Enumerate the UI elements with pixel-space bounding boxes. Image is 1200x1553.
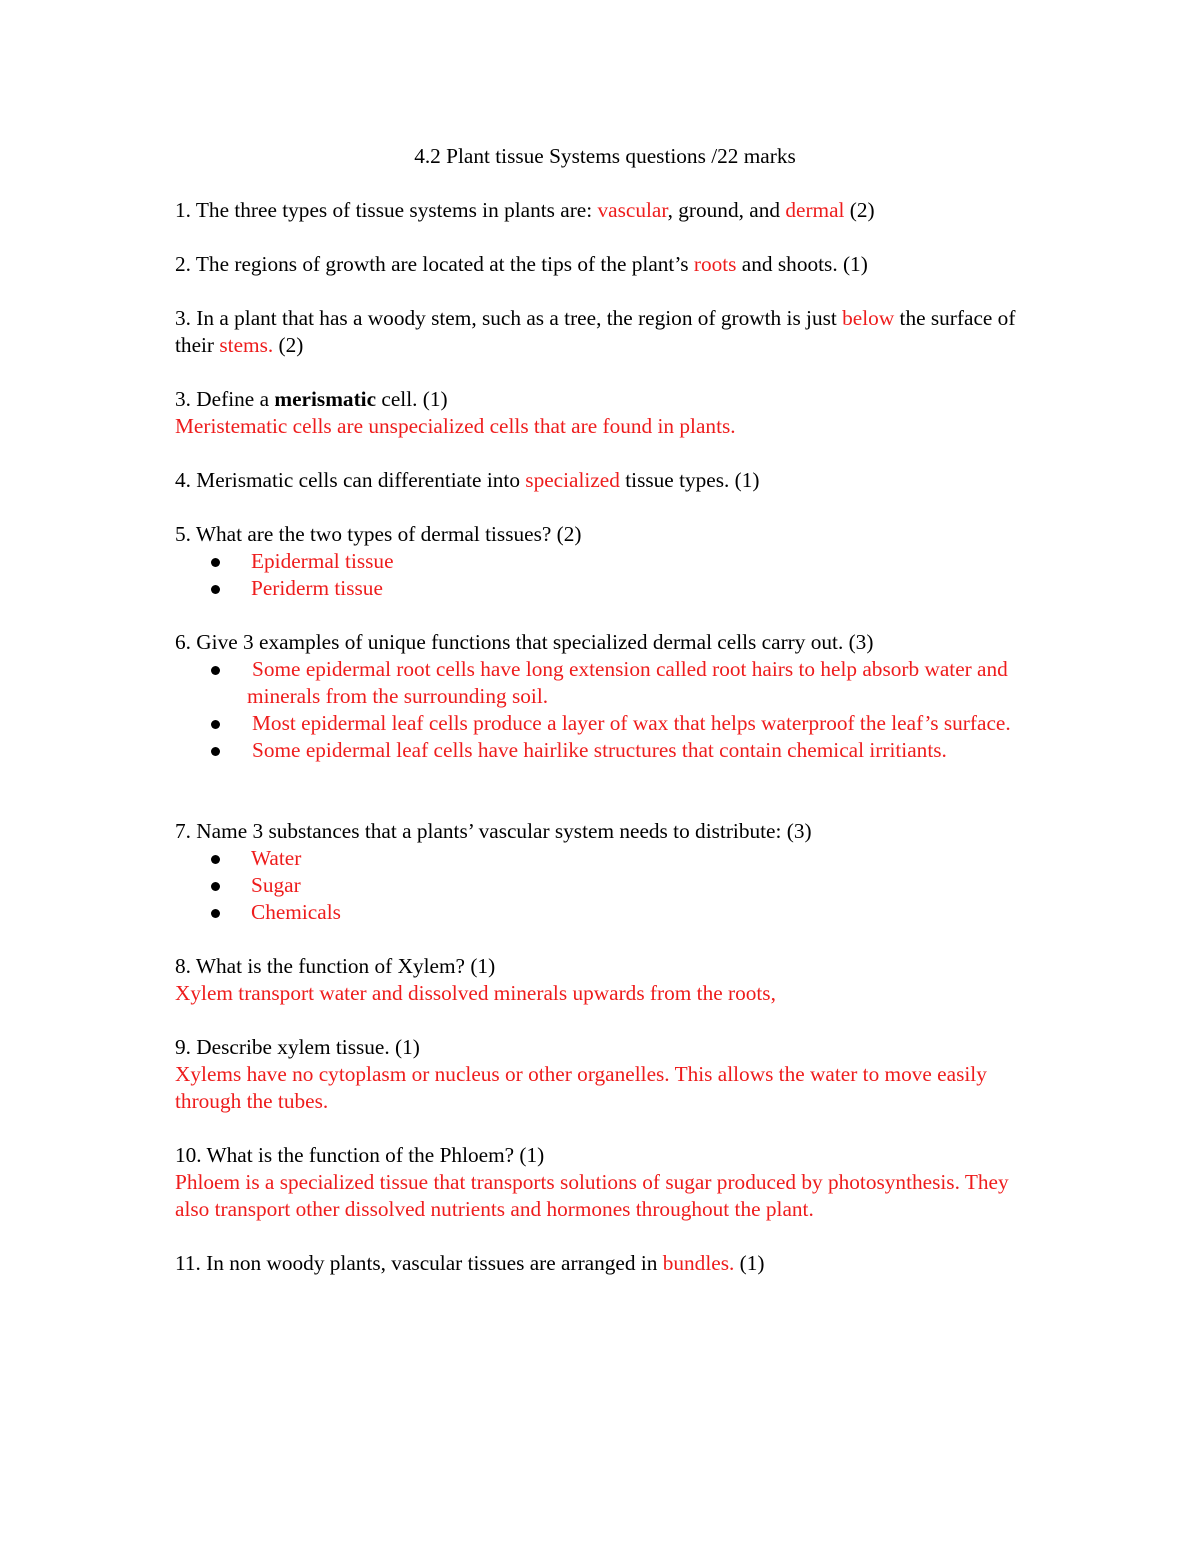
bullet-icon (211, 666, 220, 675)
question-text: 3. Define a (175, 387, 275, 411)
page-title: 4.2 Plant tissue Systems questions /22 marks (414, 144, 796, 168)
question-5: 5. What are the two types of dermal tissues? (2) (175, 522, 582, 546)
question-text: 3. In a plant that has a woody stem, such as a tree, the region of growth is just (175, 306, 843, 330)
question-text: 4. Merismatic cells can differentiate into (175, 468, 526, 492)
bold-term: merismatic (274, 387, 377, 411)
bullet-icon (211, 747, 220, 756)
list-item (175, 899, 1035, 926)
answer-text: vascular (597, 198, 668, 222)
question-2 (175, 251, 1035, 278)
question-10: 10. What is the function of the Phloem? (1) (175, 1143, 545, 1167)
list-item (175, 656, 1035, 710)
question-11 (175, 1250, 1035, 1277)
answer-text: stems. (219, 333, 274, 357)
bullet-icon (211, 855, 220, 864)
question-6: 6. Give 3 examples of unique functions that specialized dermal cells carry out. (3) (175, 630, 874, 654)
question-text: the surface of their (175, 306, 1016, 357)
answer-text: Water (251, 846, 302, 870)
answer-text: bundles. (662, 1251, 735, 1275)
answer-text: Periderm tissue (251, 576, 383, 600)
answer-list-6 (175, 656, 1035, 764)
bullet-icon (211, 585, 220, 594)
list-item (175, 845, 1035, 872)
answer-text: below (842, 306, 895, 330)
question-text: 11. In non woody plants, vascular tissues are arranged in (175, 1251, 663, 1275)
answer-text: specialized (525, 468, 620, 492)
question-3b (175, 386, 1035, 413)
answer-list-5 (175, 548, 1035, 602)
answer-3b: Meristematic cells are unspecialized cells that are found in plants. (175, 414, 736, 438)
question-text: 1. The three types of tissue systems in plants are: (175, 198, 598, 222)
answer-text: dermal (785, 198, 845, 222)
list-item (175, 710, 1035, 737)
question-text: 2. The regions of growth are located at the tips of the plant’s (175, 252, 694, 276)
answer-text: Sugar (251, 873, 301, 897)
answer-9: Xylems have no cytoplasm or nucleus or other organelles. This allows the water to move easily through the tubes. (175, 1062, 987, 1113)
answer-text: Epidermal tissue (251, 549, 394, 573)
question-text: tissue types. (1) (619, 468, 760, 492)
marks-text: (1) (734, 1251, 765, 1275)
bullet-icon (211, 882, 220, 891)
list-item (175, 548, 1035, 575)
list-item (175, 575, 1035, 602)
answer-text: roots (693, 252, 737, 276)
question-1 (175, 197, 1035, 224)
marks-text: (2) (273, 333, 304, 357)
answer-text: Some epidermal root cells have long extension called root hairs to help absorb water and minerals from the surrounding soil. (247, 657, 1008, 708)
list-item (175, 737, 1035, 764)
answer-text: Most epidermal leaf cells produce a layer of wax that helps waterproof the leaf’s surface. (252, 711, 1011, 735)
answer-text: Some epidermal leaf cells have hairlike structures that contain chemical irritiants. (252, 738, 947, 762)
list-item (175, 872, 1035, 899)
question-text: and shoots. (1) (736, 252, 868, 276)
question-4 (175, 467, 1035, 494)
bullet-icon (211, 558, 220, 567)
question-8: 8. What is the function of Xylem? (1) (175, 954, 496, 978)
question-text: , ground, and (667, 198, 786, 222)
question-text: cell. (1) (376, 387, 448, 411)
document-body (175, 143, 1035, 1277)
bullet-icon (211, 720, 220, 729)
answer-10: Phloem is a specialized tissue that transports solutions of sugar produced by photosynthesis. They also transport other dissolved nutrients and hormones throughout the plant. (175, 1170, 1009, 1221)
question-7: 7. Name 3 substances that a plants’ vascular system needs to distribute: (3) (175, 819, 812, 843)
question-9: 9. Describe xylem tissue. (1) (175, 1035, 420, 1059)
question-3a (175, 305, 1035, 359)
answer-text: Chemicals (251, 900, 341, 924)
answer-8: Xylem transport water and dissolved minerals upwards from the roots, (175, 981, 776, 1005)
bullet-icon (211, 909, 220, 918)
answer-list-7 (175, 845, 1035, 926)
marks-text: (2) (844, 198, 875, 222)
